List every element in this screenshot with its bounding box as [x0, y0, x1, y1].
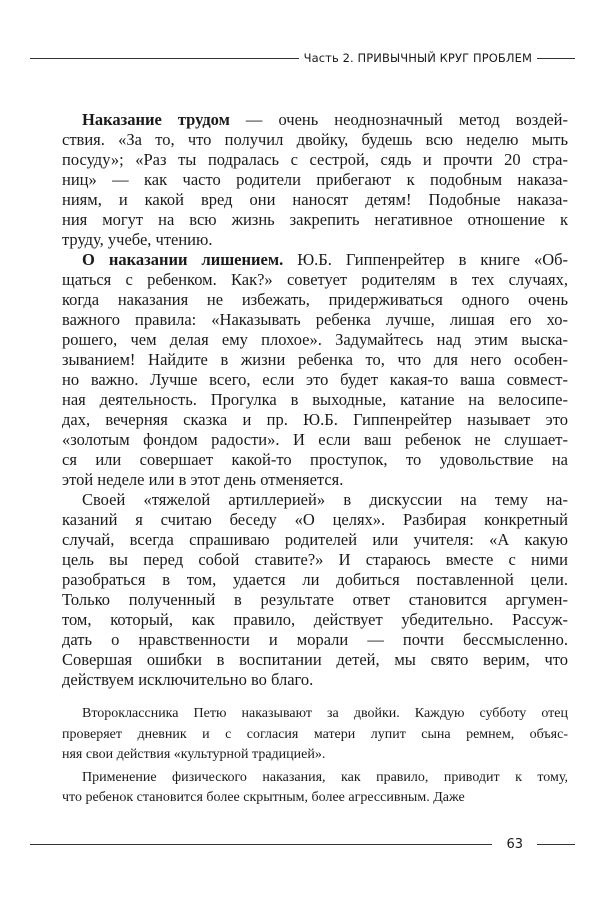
line-text: казаний я считаю беседу «О целях». Разбирая конкретный	[62, 510, 568, 529]
line-text: случай, всегда спрашиваю родителей или учителя: «А какую	[62, 530, 568, 549]
line-text: ниям, и какой вред они наносят детям! Подобные наказа-	[62, 190, 568, 209]
text-line	[62, 490, 568, 510]
line-text: цель вы перед собой ставите?» И стараюсь вместе с ними	[62, 550, 568, 569]
main-text	[62, 110, 568, 690]
text-line	[62, 330, 568, 350]
line-text: «золотым фондом радости». И если ваш ребенок не слушает-	[62, 430, 568, 449]
text-line	[62, 410, 568, 430]
line-text: ся или совершает какой-то проступок, то удовольствие на	[62, 450, 568, 469]
line-text: проверяет дневник и с согласия матери лупит сына ремнем, объяс-	[62, 726, 568, 742]
text-line	[62, 250, 568, 270]
text-line	[62, 310, 568, 330]
line-text: важного правила: «Наказывать ребенка лучше, лишая его хо-	[62, 310, 568, 329]
text-line	[62, 470, 568, 490]
line-text: зыванием! Найдите в жизни ребенка то, что для него особен-	[62, 350, 568, 369]
text-line	[62, 110, 568, 130]
text-line	[62, 704, 568, 725]
line-text: няя свои действия «культурной традицией».	[62, 747, 326, 762]
text-line	[62, 788, 568, 809]
footer-rule-left	[30, 844, 492, 845]
line-text: Совершая ошибки в воспитании детей, мы свято верим, что	[62, 650, 568, 669]
text-line	[62, 430, 568, 450]
line-text: когда наказания не избежать, придерживаться одного очень	[62, 290, 568, 309]
line-text: труду, учебе, чтению.	[62, 230, 213, 249]
page-footer	[30, 835, 575, 853]
text-line	[62, 150, 568, 170]
line-text: ствия. «За то, что получил двойку, будешь всю неделю мыть	[62, 130, 568, 149]
text-line	[62, 390, 568, 410]
line-text: ная деятельность. Прогулка в выходные, катание на велосипе-	[62, 390, 568, 409]
paragraph-lead: О наказании лишением.	[82, 250, 284, 269]
paragraph-lead: Наказание трудом	[82, 110, 230, 129]
text-line	[62, 170, 568, 190]
text-column	[62, 110, 568, 809]
text-line	[62, 670, 568, 690]
text-line	[62, 530, 568, 550]
line-text: разобраться в том, удается ли добиться поставленной цели.	[62, 570, 568, 589]
text-line	[62, 550, 568, 570]
text-line	[62, 745, 568, 766]
text-line	[62, 510, 568, 530]
text-line	[62, 350, 568, 370]
line-text: Применение физического наказания, как правило, приводит к тому,	[82, 769, 568, 785]
line-text: этой неделе или в этот день отменяется.	[62, 470, 344, 489]
line-text: ния могут на всю жизнь закрепить негативное отношение к	[62, 210, 568, 229]
text-line	[62, 450, 568, 470]
text-line	[62, 630, 568, 650]
text-line	[62, 610, 568, 630]
line-text: действуем исключительно во благо.	[62, 670, 314, 689]
text-line	[62, 590, 568, 610]
footer-rule-right	[537, 844, 575, 845]
text-line	[62, 370, 568, 390]
line-text: Только полученный в результате ответ становится аргумен-	[62, 590, 568, 609]
line-text: дах, вечерняя сказка и пр. Ю.Б. Гиппенрейтер называет это	[62, 410, 568, 429]
line-text: Второклассника Петю наказывают за двойки. Каждую субботу отец	[82, 706, 568, 721]
line-text: посуду»; «Раз ты подралась с сестрой, сядь и прочти 20 стра-	[62, 150, 568, 169]
line-text: Своей «тяжелой артиллерией» в дискуссии на тему на-	[82, 490, 568, 509]
running-header	[30, 50, 575, 66]
line-text: ниц» — как часто родители прибегают к подобным наказа-	[62, 170, 568, 189]
text-line	[62, 768, 568, 789]
text-line	[62, 130, 568, 150]
line-text: но важно. Лучше всего, если это будет какая-то ваша совмест-	[62, 370, 568, 389]
text-line	[62, 725, 568, 746]
line-text: том, который, как правило, действует убедительно. Рассуж-	[62, 610, 568, 629]
text-line	[62, 210, 568, 230]
line-text: щаться с ребенком. Как?» советует родителям в тех случаях,	[62, 270, 568, 289]
text-line	[62, 270, 568, 290]
line-text: дать о нравственности и морали — почти бессмысленно.	[62, 630, 568, 649]
line-text: рошего, чем делая ему плохое». Задумайтесь над этим выска-	[62, 330, 568, 349]
line-text: Ю.Б. Гиппенрейтер в книге «Об-	[283, 250, 568, 269]
running-title: Часть 2. ПРИВЫЧНЫЙ КРУГ ПРОБЛЕМ	[303, 51, 532, 65]
example-box-text	[62, 704, 568, 809]
text-line	[62, 190, 568, 210]
header-rule-right	[537, 58, 575, 59]
header-rule-left	[30, 58, 299, 59]
text-line	[62, 650, 568, 670]
page-number: 63	[506, 836, 523, 852]
text-line	[62, 290, 568, 310]
text-line	[62, 570, 568, 590]
text-line	[62, 230, 568, 250]
line-text: что ребенок становится более скрытным, более агрессивным. Даже	[62, 790, 465, 805]
line-text: — очень неоднозначный метод воздей-	[229, 110, 568, 129]
